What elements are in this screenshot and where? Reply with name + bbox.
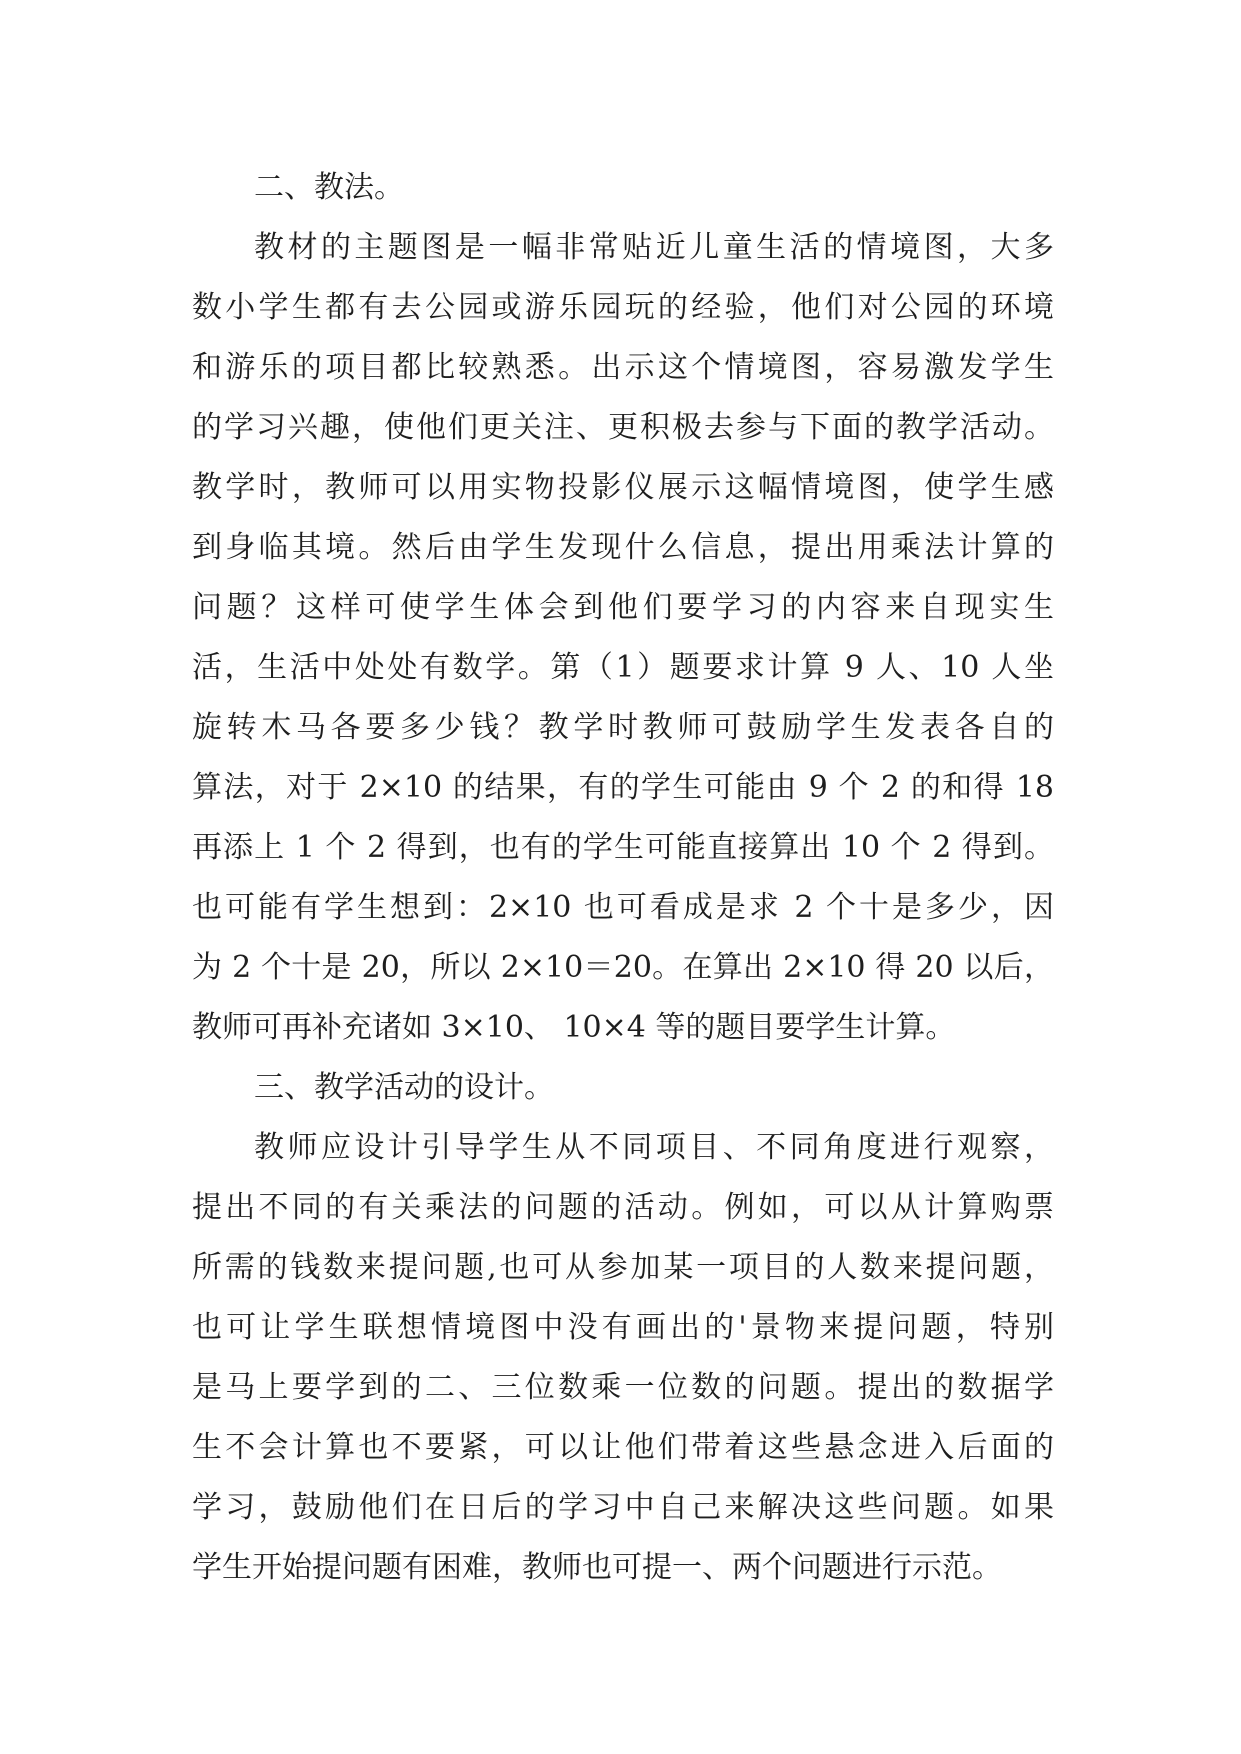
paragraph-line: 也可能有学生想到：2×10 也可看成是求 2 个十是多少，因 xyxy=(192,890,1054,925)
paragraph-line: 旋转木马各要多少钱？教学时教师可鼓励学生发表各自的 xyxy=(192,710,1054,745)
paragraph-line: 问题？这样可使学生体会到他们要学习的内容来自现实生 xyxy=(192,590,1054,625)
paragraph-line: 再添上 1 个 2 得到，也有的学生可能直接算出 10 个 2 得到。 xyxy=(192,830,1054,865)
paragraph-line: 教师可再补充诸如 3×10、 10×4 等的题目要学生计算。 xyxy=(192,1010,956,1045)
paragraph-line: 学习，鼓励他们在日后的学习中自己来解决这些问题。如果 xyxy=(192,1490,1054,1525)
paragraph-line: 所需的钱数来提问题,也可从参加某一项目的人数来提问题， xyxy=(192,1250,1054,1285)
paragraph-line: 生不会计算也不要紧，可以让他们带着这些悬念进入后面的 xyxy=(192,1430,1054,1465)
paragraph-line: 为 2 个十是 20，所以 2×10＝20。在算出 2×10 得 20 以后， xyxy=(192,950,1054,985)
document-body xyxy=(192,158,1054,1598)
paragraph-line: 数小学生都有去公园或游乐园玩的经验，他们对公园的环境 xyxy=(192,290,1054,325)
paragraph-line: 教学时，教师可以用实物投影仪展示这幅情境图，使学生感 xyxy=(192,470,1054,505)
paragraph-line: 学生开始提问题有困难，教师也可提一、两个问题进行示范。 xyxy=(192,1550,1002,1585)
paragraph-line: 的学习兴趣，使他们更关注、更积极去参与下面的教学活动。 xyxy=(192,410,1054,445)
section-heading-activity-design: 三、教学活动的设计。 xyxy=(254,1070,554,1105)
paragraph-line: 也可让学生联想情境图中没有画出的'景物来提问题，特别 xyxy=(192,1310,1054,1345)
paragraph-line: 提出不同的有关乘法的问题的活动。例如，可以从计算购票 xyxy=(192,1190,1054,1225)
paragraph-line: 教师应设计引导学生从不同项目、不同角度进行观察， xyxy=(254,1130,1054,1165)
paragraph-line: 算法，对于 2×10 的结果，有的学生可能由 9 个 2 的和得 18 xyxy=(192,770,1054,805)
paragraph-line: 到身临其境。然后由学生发现什么信息，提出用乘法计算的 xyxy=(192,530,1054,565)
paragraph-line: 活，生活中处处有数学。第（1）题要求计算 9 人、10 人坐 xyxy=(192,650,1054,685)
paragraph-line: 是马上要学到的二、三位数乘一位数的问题。提出的数据学 xyxy=(192,1370,1054,1405)
paragraph-line: 和游乐的项目都比较熟悉。出示这个情境图，容易激发学生 xyxy=(192,350,1054,385)
section-heading-teaching-method: 二、教法。 xyxy=(254,170,404,205)
paragraph-line: 教材的主题图是一幅非常贴近儿童生活的情境图，大多 xyxy=(254,230,1054,265)
